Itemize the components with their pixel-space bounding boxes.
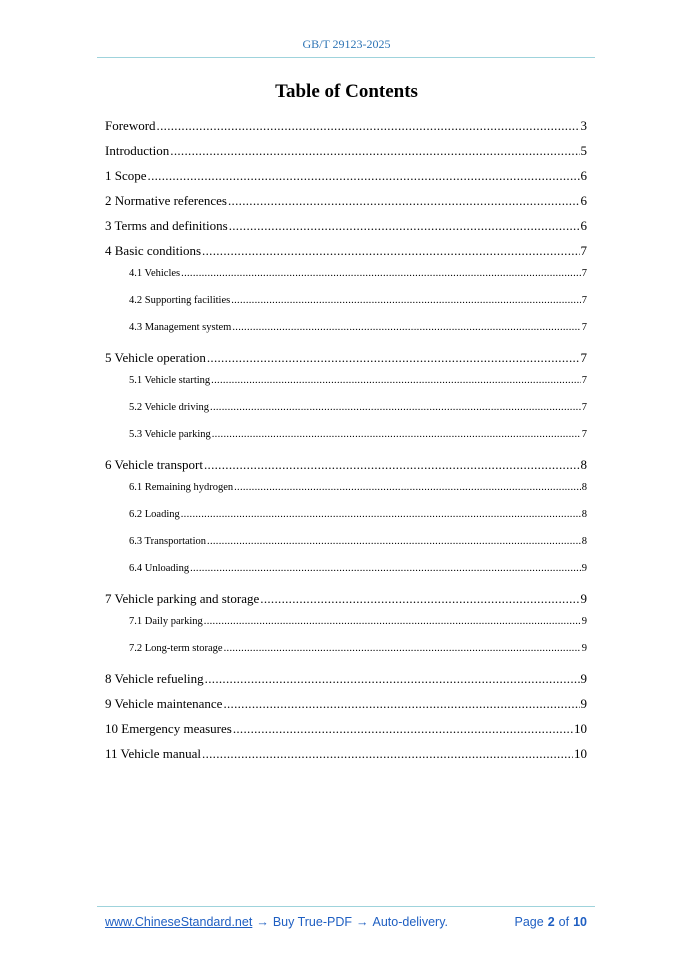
arrow-right-icon: →	[356, 915, 369, 929]
toc-leader-dots	[223, 696, 579, 712]
toc-leader-dots	[224, 643, 581, 654]
toc-entry-page: 7	[581, 268, 587, 279]
toc-entry-page: 5	[580, 143, 587, 158]
toc-leader-dots	[202, 243, 579, 259]
toc-entry[interactable]	[105, 193, 587, 209]
toc-leader-dots	[210, 402, 581, 413]
toc-entry-label: 6.1 Remaining hydrogen	[129, 482, 234, 493]
toc-entry-page: 6	[580, 193, 587, 208]
toc-leader-dots	[181, 268, 581, 279]
buy-pdf-text: Buy True-PDF	[272, 915, 352, 929]
toc-leader-dots	[234, 482, 581, 493]
toc-entry-label: 7.1 Daily parking	[129, 616, 203, 627]
toc-leader-dots	[211, 375, 581, 386]
toc-leader-dots	[204, 616, 581, 627]
toc-entry-page: 9	[581, 563, 587, 574]
toc-entry-label: 5 Vehicle operation	[105, 350, 206, 365]
toc-entry-page: 7	[580, 243, 587, 258]
toc-leader-dots	[232, 322, 580, 333]
toc-entry[interactable]	[105, 168, 587, 184]
toc-leader-dots	[231, 295, 581, 306]
toc-entry-page: 9	[581, 643, 587, 654]
toc-leader-dots	[202, 746, 573, 762]
toc-entry-page: 9	[580, 671, 587, 686]
toc-subentry[interactable]	[129, 563, 587, 574]
toc-leader-dots	[190, 563, 581, 574]
toc-leader-dots	[212, 429, 581, 440]
page-total: 10	[573, 915, 587, 929]
toc-subentry[interactable]	[129, 402, 587, 413]
toc-entry[interactable]	[105, 457, 587, 473]
toc-subentry[interactable]	[129, 268, 587, 279]
toc-entry-page: 8	[581, 509, 587, 520]
toc-entry-page: 10	[574, 746, 587, 761]
toc-leader-dots	[181, 509, 581, 520]
page-of-label: of	[558, 915, 570, 929]
toc-entry-label: 6.4 Unloading	[129, 563, 190, 574]
toc-subentry[interactable]	[129, 643, 587, 654]
toc-entry-page: 7	[581, 429, 587, 440]
toc-entry-label: 4.1 Vehicles	[129, 268, 181, 279]
toc-leader-dots	[157, 118, 580, 134]
toc-entry-label: Foreword	[105, 118, 156, 133]
toc-entry-label: 5.3 Vehicle parking	[129, 429, 211, 440]
toc-entry-label: 4.2 Supporting facilities	[129, 295, 231, 306]
toc-entry-label: 1 Scope	[105, 168, 147, 183]
toc-entry[interactable]	[105, 218, 587, 234]
toc-subentry[interactable]	[129, 509, 587, 520]
toc-entry-page: 9	[580, 591, 587, 606]
toc-subentry[interactable]	[129, 295, 587, 306]
toc-subentry[interactable]	[129, 616, 587, 627]
footer-promo	[105, 915, 448, 929]
website-link[interactable]: www.ChineseStandard.net	[105, 915, 253, 929]
toc-entry-label: 6 Vehicle transport	[105, 457, 203, 472]
toc-entry-page: 7	[581, 295, 587, 306]
toc-entry-label: 4 Basic conditions	[105, 243, 202, 258]
toc-entry-label: Introduction	[105, 143, 170, 158]
toc-entry[interactable]	[105, 243, 587, 259]
page-header-code: GB/T 29123-2025	[302, 37, 391, 51]
toc-leader-dots	[229, 218, 580, 234]
toc-entry-label: 9 Vehicle maintenance	[105, 696, 223, 711]
toc-leader-dots	[228, 193, 580, 209]
toc-entry[interactable]	[105, 746, 587, 762]
toc-entry-page: 7	[581, 322, 587, 333]
toc-leader-dots	[207, 536, 581, 547]
toc-entry-label: 4.3 Management system	[129, 322, 232, 333]
page-footer	[105, 915, 587, 929]
toc-entry-label: 2 Normative references	[105, 193, 227, 208]
toc-entry[interactable]	[105, 143, 587, 159]
toc-leader-dots	[233, 721, 573, 737]
toc-subentry[interactable]	[129, 536, 587, 547]
toc-entry-label: 7 Vehicle parking and storage	[105, 591, 260, 606]
toc-entry-label: 10 Emergency measures	[105, 721, 232, 736]
toc-entry-page: 6	[580, 218, 587, 233]
toc-title: Table of Contents	[275, 81, 418, 102]
toc-entry[interactable]	[105, 350, 587, 366]
toc-entry-page: 6	[580, 168, 587, 183]
toc-leader-dots	[205, 671, 580, 687]
toc-leader-dots	[148, 168, 580, 184]
toc-entry[interactable]	[105, 721, 587, 737]
toc-entry-page: 7	[580, 350, 587, 365]
toc-leader-dots	[204, 457, 580, 473]
toc-subentry[interactable]	[129, 429, 587, 440]
toc-entry-page: 9	[581, 616, 587, 627]
toc-entry-label: 8 Vehicle refueling	[105, 671, 204, 686]
toc-subentry[interactable]	[129, 322, 587, 333]
arrow-right-icon: →	[256, 915, 269, 929]
toc-entry-page: 8	[581, 536, 587, 547]
toc-entry-page: 8	[581, 482, 587, 493]
toc-entry-label: 3 Terms and definitions	[105, 218, 228, 233]
toc-subentry[interactable]	[129, 482, 587, 493]
footer-divider	[97, 906, 595, 907]
toc-entry-label: 5.1 Vehicle starting	[129, 375, 211, 386]
toc-entry-page: 8	[580, 457, 587, 472]
toc-entry[interactable]	[105, 118, 587, 134]
toc-leader-dots	[170, 143, 579, 159]
toc-entry-label: 6.2 Loading	[129, 509, 180, 520]
page-label: Page	[514, 915, 544, 929]
toc-leader-dots	[207, 350, 580, 366]
toc-entry-label: 7.2 Long-term storage	[129, 643, 223, 654]
header-divider	[97, 57, 595, 58]
toc-entry[interactable]	[105, 696, 587, 712]
toc-entry-page: 9	[580, 696, 587, 711]
page-current: 2	[547, 915, 555, 929]
auto-delivery-text: Auto-delivery.	[372, 915, 448, 929]
toc-entry-page: 10	[574, 721, 587, 736]
page-number	[515, 915, 588, 929]
toc-leader-dots	[260, 591, 579, 607]
toc-entry-label: 11 Vehicle manual	[105, 746, 202, 761]
toc-entry-page: 7	[581, 402, 587, 413]
toc-entry[interactable]	[105, 671, 587, 687]
toc-entry[interactable]	[105, 591, 587, 607]
toc-entry-label: 6.3 Transportation	[129, 536, 207, 547]
toc-entry-page: 7	[581, 375, 587, 386]
toc-subentry[interactable]	[129, 375, 587, 386]
toc-entry-page: 3	[580, 118, 587, 133]
toc-entry-label: 5.2 Vehicle driving	[129, 402, 210, 413]
